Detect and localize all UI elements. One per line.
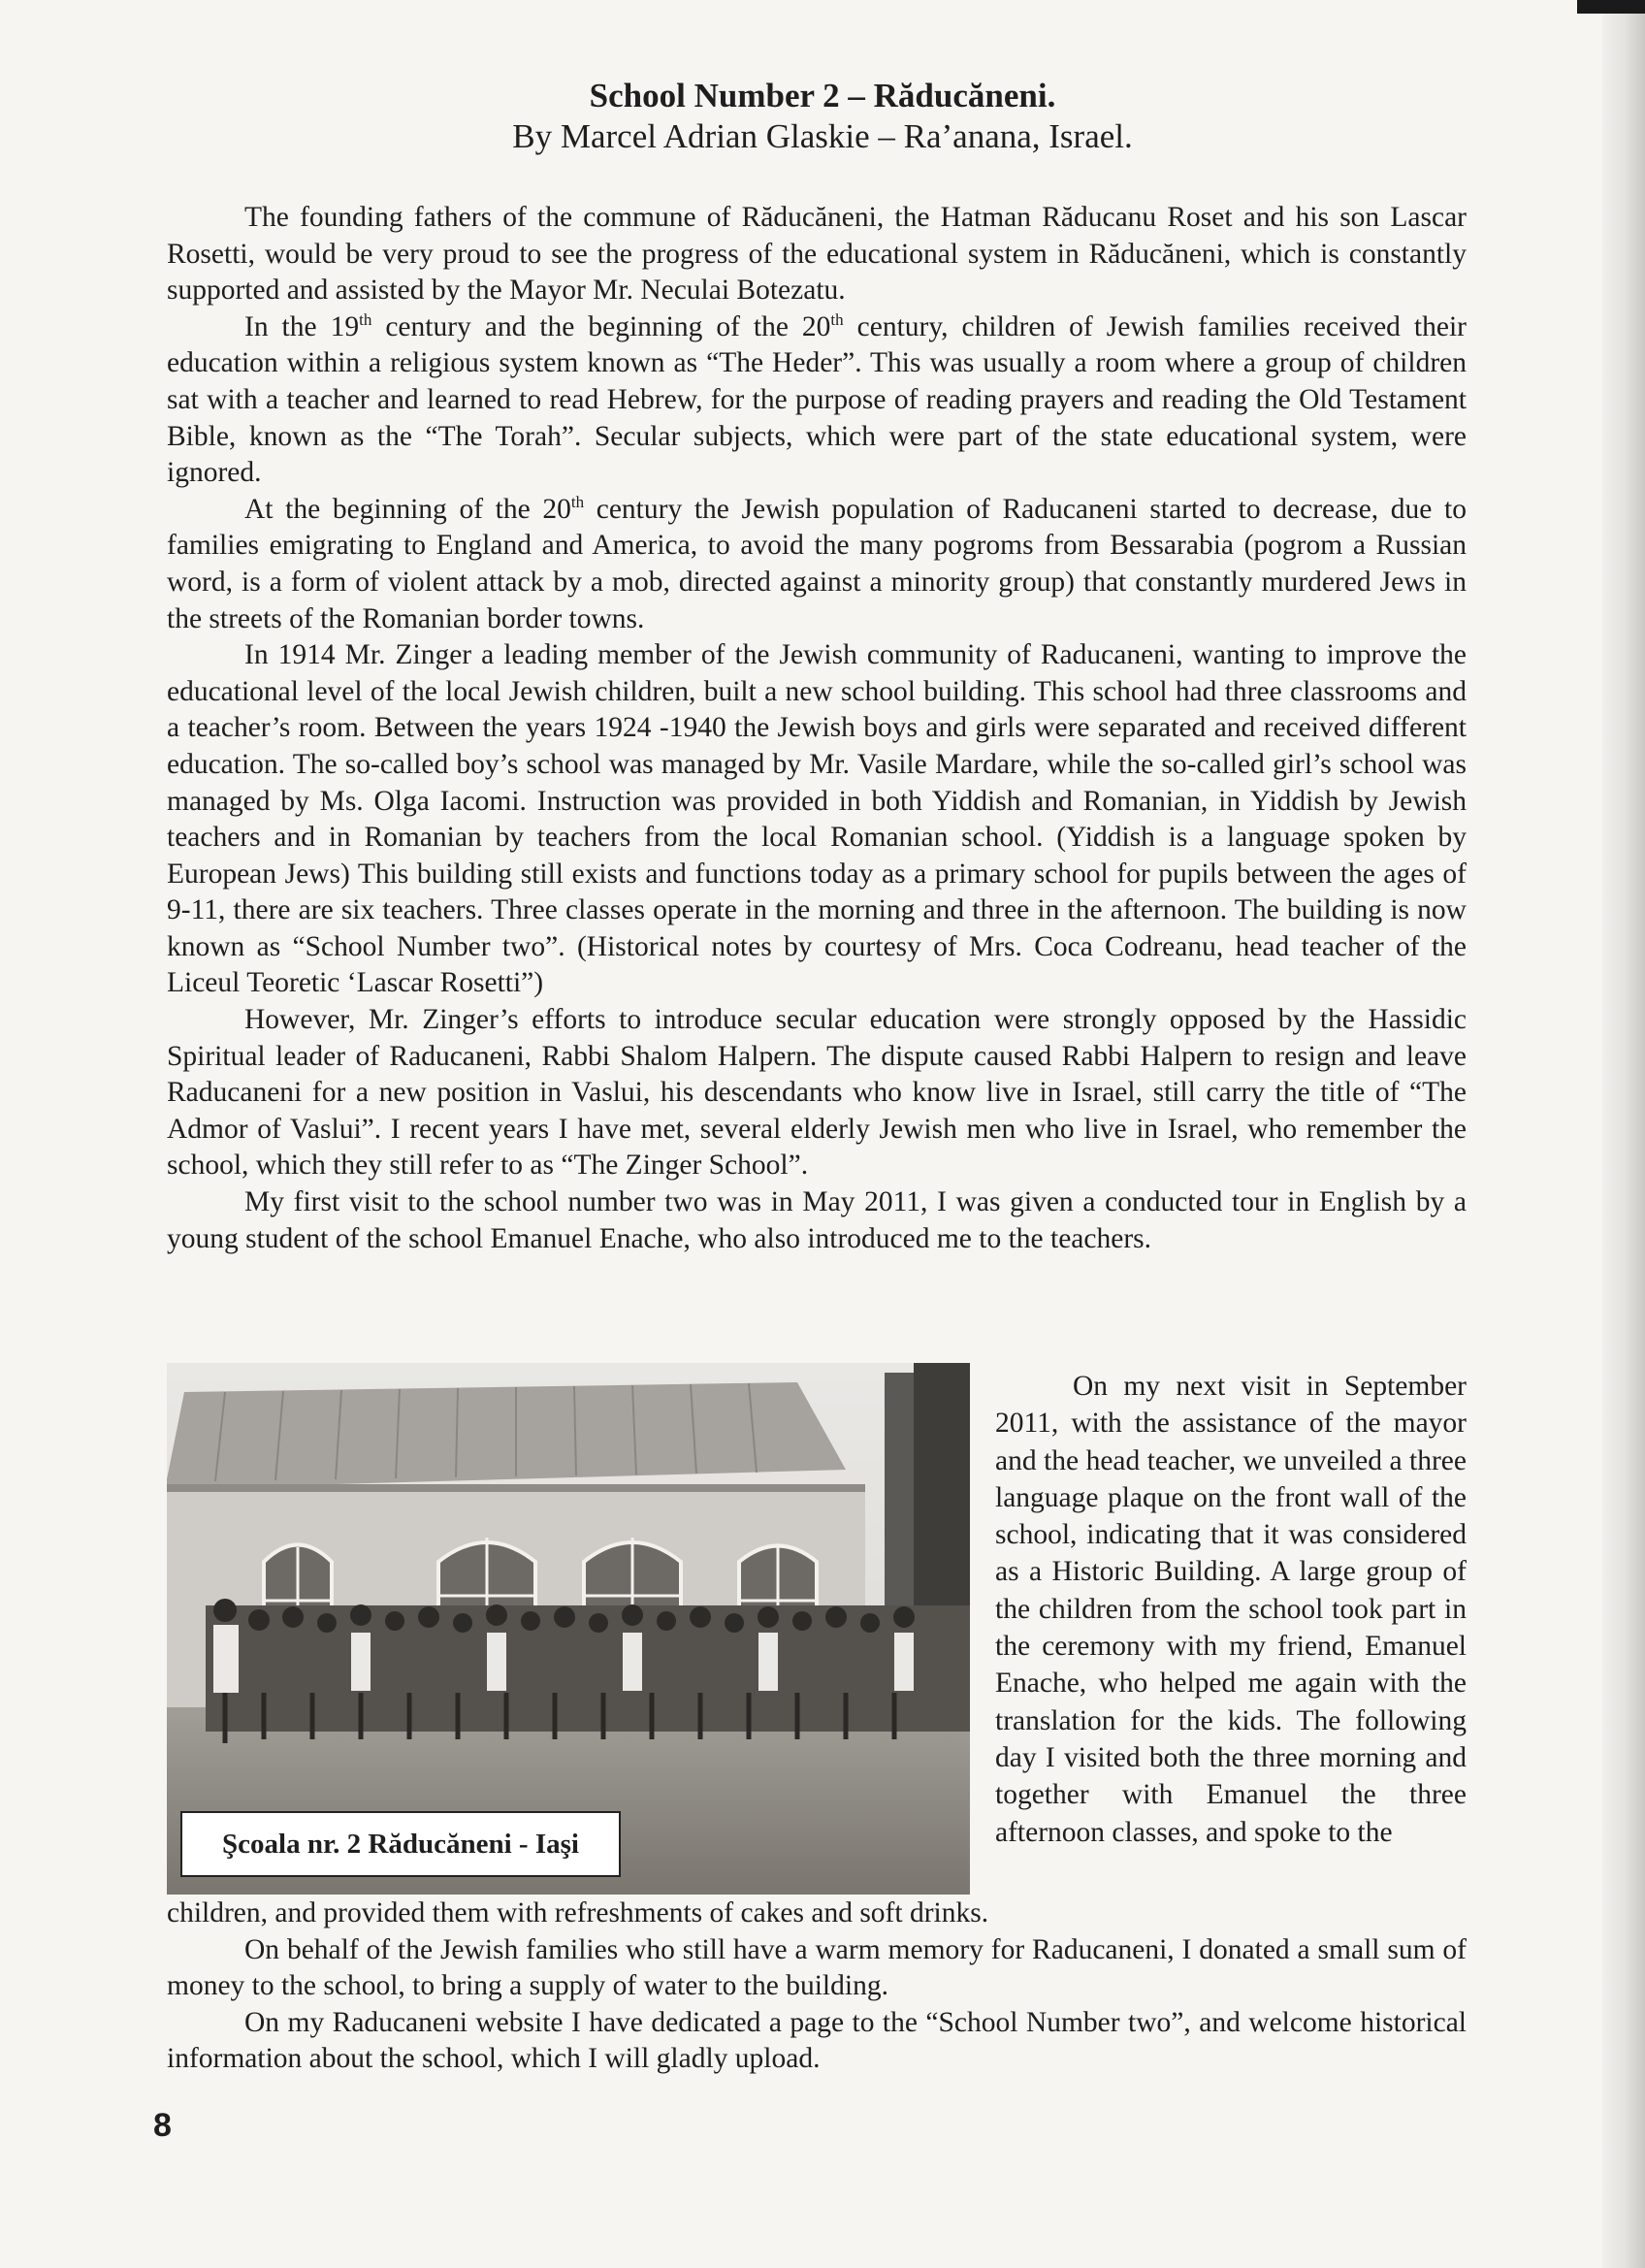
paragraph-plaque-continued: children, and provided them with refreshments of cakes and soft drinks. [167,1897,989,1928]
paragraph-website: On my Raducaneni website I have dedicated a page to the “School Number two”, and welcome historical information about the school, which I will gladly upload. [167,2006,1467,2075]
page-number: 8 [153,2107,172,2144]
photo-caption: Şcoala nr. 2 Răducăneni - Iaşi [180,1811,621,1877]
paragraph-population-text-b: century the Jewish population of Raducaneni started to decrease, due to families emigrating to England and America, to avoid the many pogroms from Bessarabia (pogrom a Russian word, is a form of violent attack by a mob, directed against a minority group) that constantly murdered Jews in the streets of the Romanian border towns. [167,493,1467,634]
article-body [167,200,1467,1257]
paragraph-heder-text-c: century, children of Jewish families received their education within a religious system known as “The Heder”. This was usually a room where a group of children sat with a teacher and learned to read Hebrew, for the purpose of reading prayers and reading the Old Testament Bible, known as the “The Torah”. Secular subjects, which were part of the state educational system, were ignored. [167,310,1467,489]
paragraph-heder [167,309,1467,492]
paragraph-donation: On behalf of the Jewish families who still have a warm memory for Raducaneni, I donated a small sum of money to the school, to bring a supply of water to the building. [167,1933,1467,2002]
article-byline: By Marcel Adrian Glaskie – Ra’anana, Israel. [512,117,1133,155]
side-column-text [995,1368,1467,1851]
school-photo-figure [167,1363,970,1895]
article-header [0,76,1645,157]
paragraph-halpern-dispute: However, Mr. Zinger’s efforts to introduce secular education were strongly opposed by the Hassidic Spiritual leader of Raducaneni, Rabbi Shalom Halpern. The dispute caused Rabbi Halpern to resign and leave Raducaneni for a new position in Vaslui, his descendants who know live in Israel, still carry the title of “The Admor of Vaslui”. I recent years I have met, several elderly Jewish men who live in Israel, who remember the school, which they still refer to as “The Zinger School”. [167,1004,1467,1182]
superscript-th: th [830,309,844,329]
paragraph-first-visit: My first visit to the school number two was in May 2011, I was given a conducted tour in English by a young student of the school Emanuel Enache, who also introduced me to the teachers. [167,1186,1467,1254]
paragraph-heder-text-a: In the 19 [244,310,360,342]
paragraph-population-text-a: At the beginning of the 20 [244,493,571,525]
paragraph-plaque-unveiling: On my next visit in September 2011, with the assistance of the mayor and the head teacher, we unveiled a three language plaque on the front wall of the school, indicating that it was considered as a Historic Building. A large group of the children from the school took part in the ceremony with my friend, Emanuel Enache, who helped me again with the translation for the kids. The following day I visited both the three morning and together with Emanuel the three afternoon classes, and spoke to the [995,1371,1467,1848]
article-body-continued [167,1895,1467,2078]
page-corner-mark [1577,0,1645,14]
paragraph-founding-fathers: The founding fathers of the commune of Răducăneni, the Hatman Răducanu Roset and his son Lascar Rosetti, would be very proud to see the progress of the educational system in Răducăneni, which is constantly supported and assisted by the Mayor Mr. Neculai Botezatu. [167,202,1467,307]
article-title: School Number 2 – Răducăneni. [589,77,1056,114]
superscript-th: th [359,309,372,329]
paragraph-zinger-school: In 1914 Mr. Zinger a leading member of the Jewish community of Raducaneni, wanting to improve the educational level of the local Jewish children, built a new school building. This school had three classrooms and a teacher’s room. Between the years 1924 -1940 the Jewish boys and girls were separated and received different education. The so-called boy’s school was managed by Mr. Vasile Mardare, while the so-called girl’s school was managed by Ms. Olga Iacomi. Instruction was provided in both Yiddish and Romanian, in Yiddish by Jewish teachers and in Romanian by teachers from the local Romanian school. (Yiddish is a language spoken by European Jews) This building still exists and functions today as a primary school for pupils between the ages of 9-11, there are six teachers. Three classes operate in the morning and three in the afternoon. The building is now known as “School Number two”. (Historical notes by courtesy of Mrs. Coca Codreanu, head teacher of the Liceul Teoretic ‘Lascar Rosetti”) [167,639,1467,999]
paragraph-population-decrease [167,492,1467,637]
superscript-th: th [570,492,585,511]
page-edge-shadow [1602,0,1645,2268]
paragraph-heder-text-b: century and the beginning of the 20 [371,310,831,342]
